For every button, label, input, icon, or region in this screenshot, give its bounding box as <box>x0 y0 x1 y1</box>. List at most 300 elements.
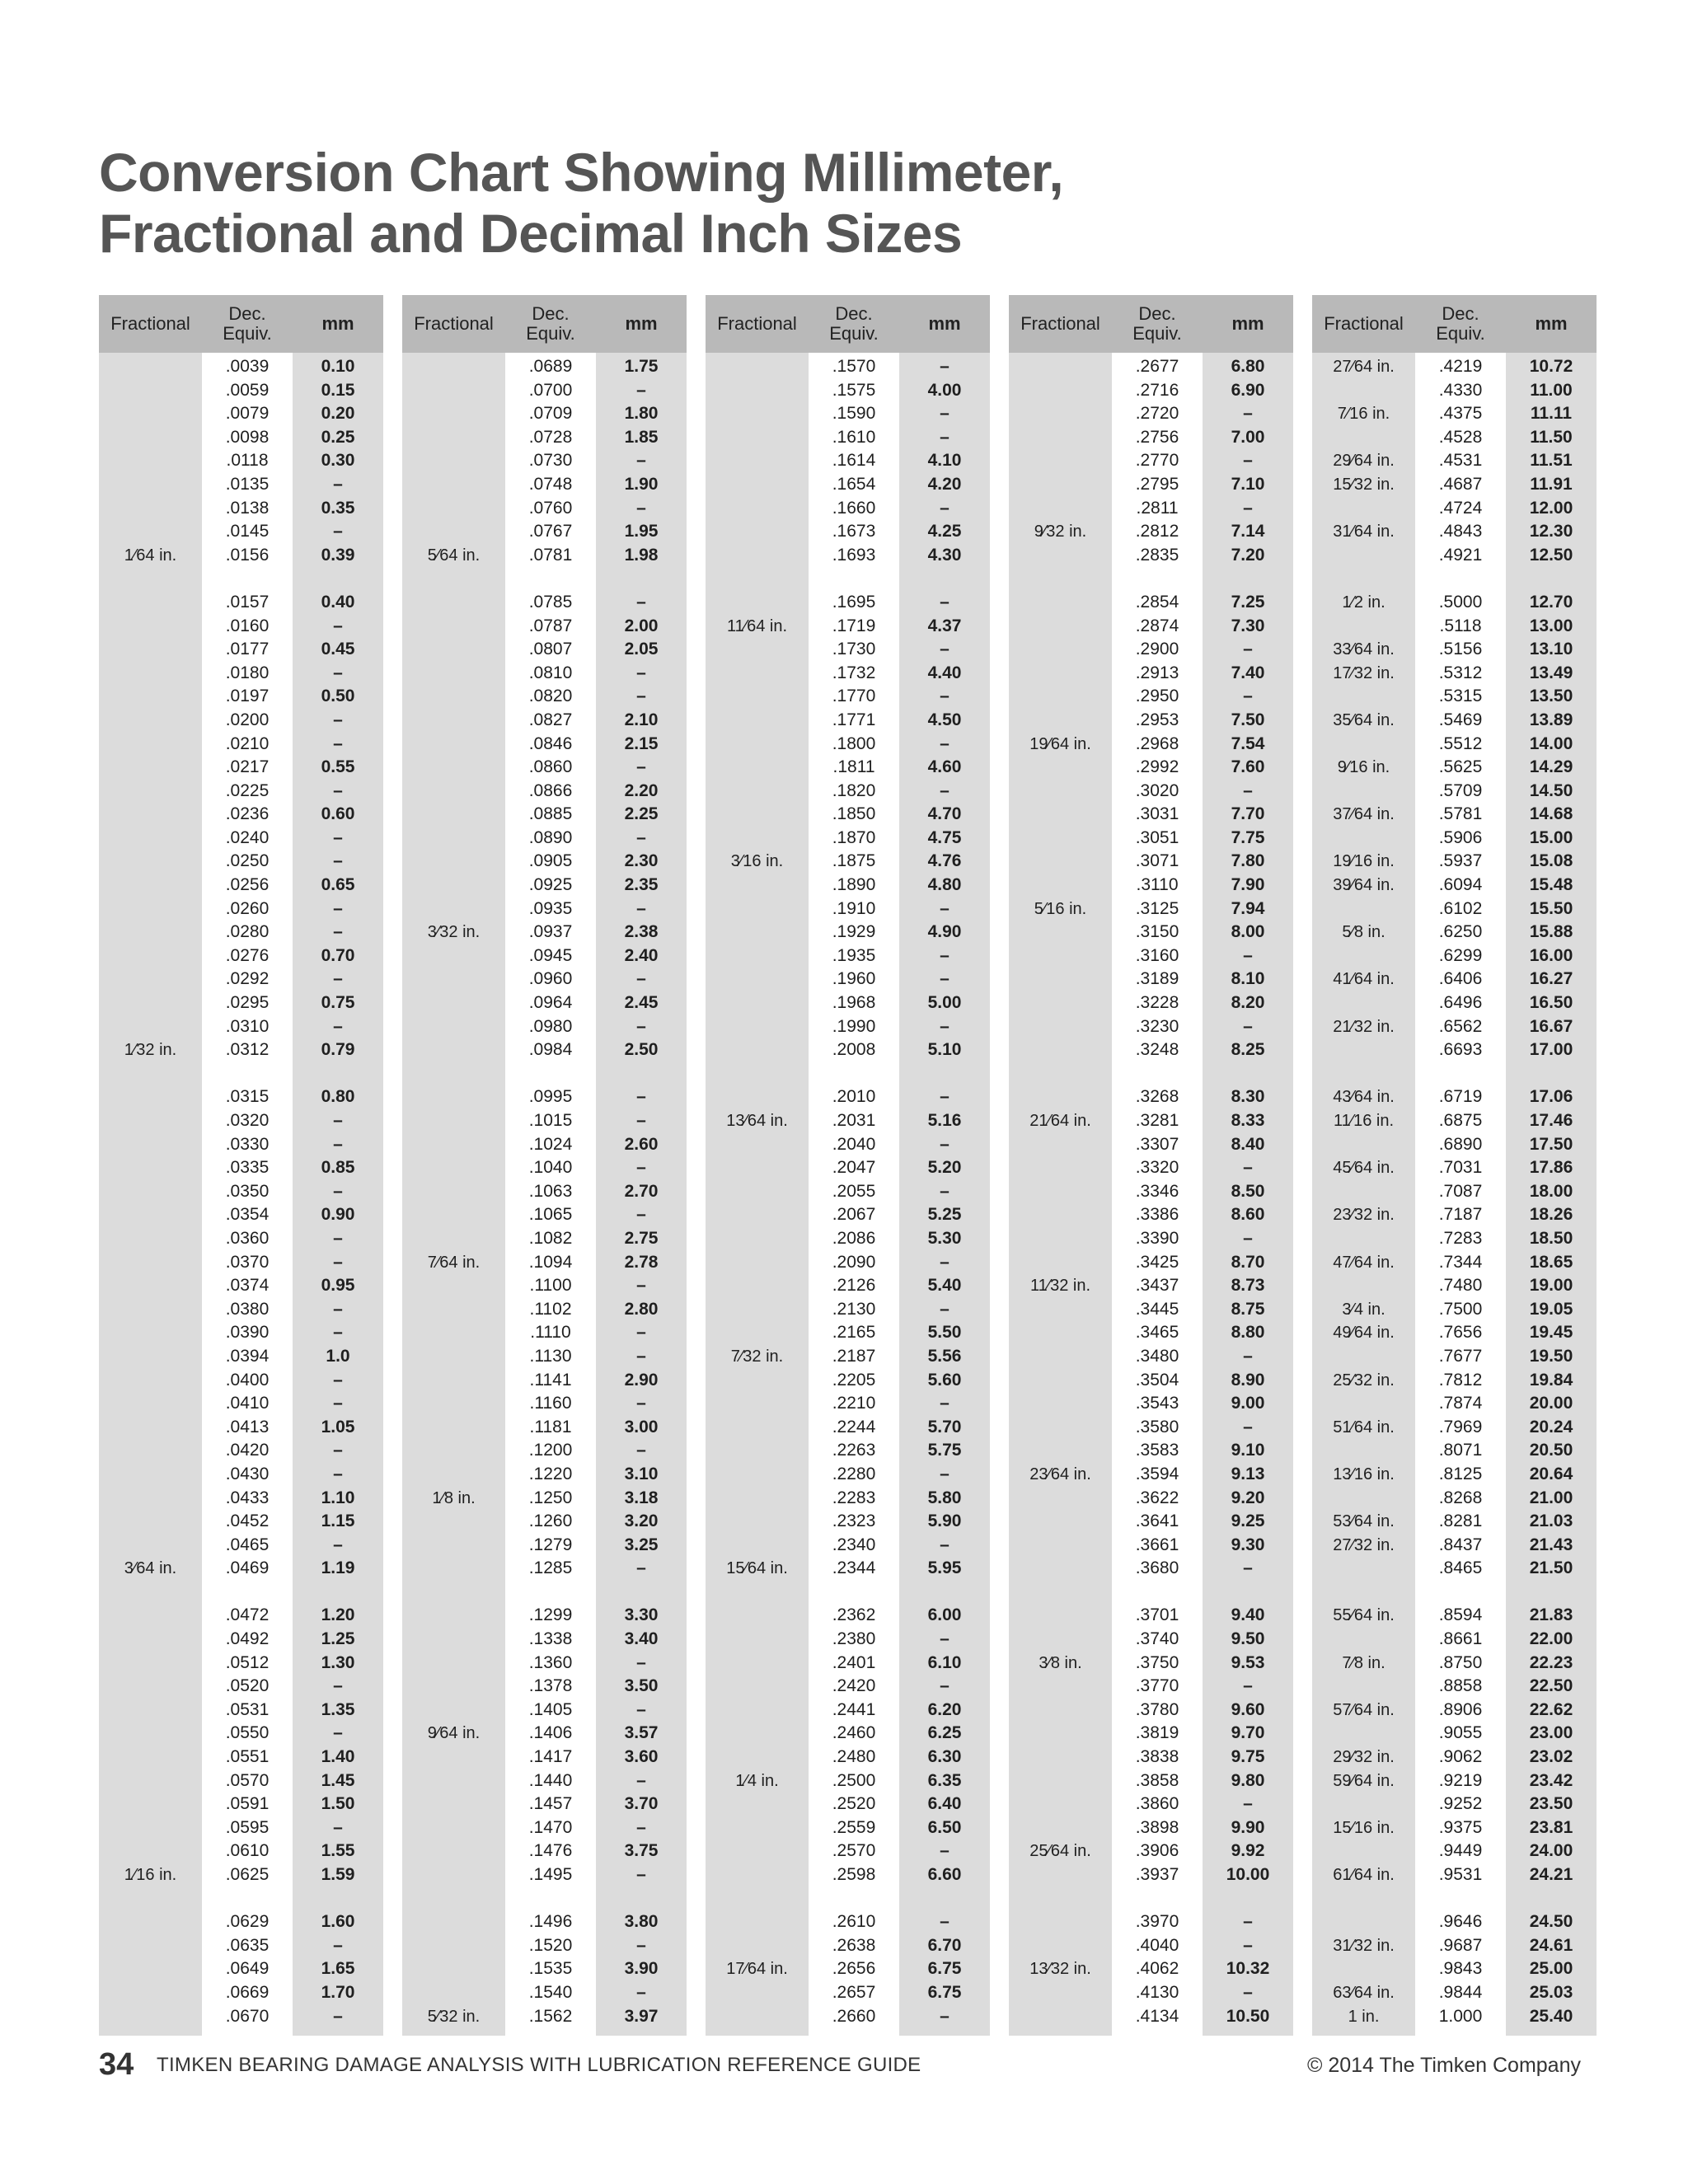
table-row <box>706 733 990 757</box>
mm-cell: 5.90 <box>927 1511 962 1531</box>
table-row <box>706 1227 990 1251</box>
table-row <box>402 1487 687 1511</box>
table-row <box>402 402 687 426</box>
decimal-cell: .4130 <box>1135 1982 1179 2002</box>
decimal-cell: .2244 <box>832 1417 876 1436</box>
decimal-cell: .2210 <box>832 1394 876 1413</box>
fractional-cell: 61⁄64 in. <box>1333 1866 1395 1884</box>
decimal-cell: .1250 <box>528 1488 573 1507</box>
mm-cell: 6.70 <box>927 1935 962 1955</box>
decimal-cell: .3770 <box>1135 1676 1179 1696</box>
mm-cell: – <box>636 1770 646 1790</box>
decimal-cell: .3583 <box>1135 1441 1179 1460</box>
table-row <box>1009 2005 1293 2029</box>
fractional-cell: 1⁄16 in. <box>124 1866 177 1884</box>
decimal-cell: .2570 <box>832 1841 876 1861</box>
decimal-cell: .2126 <box>832 1276 876 1296</box>
decimal-cell: .6102 <box>1438 898 1483 918</box>
decimal-cell: .2770 <box>1135 451 1179 471</box>
decimal-cell: .0669 <box>225 1982 270 2002</box>
decimal-cell: .8465 <box>1438 1558 1483 1578</box>
table-row <box>1009 1746 1293 1769</box>
decimal-cell: .0960 <box>528 969 573 989</box>
conversion-table-4 <box>1009 295 1293 2036</box>
mm-cell: – <box>333 780 343 800</box>
table-row <box>99 1863 383 1887</box>
decimal-cell: .0145 <box>225 522 270 541</box>
mm-cell: 7.60 <box>1231 757 1265 777</box>
mm-cell: – <box>333 827 343 847</box>
mm-cell: 25.00 <box>1529 1959 1573 1979</box>
mm-cell: 14.50 <box>1529 780 1573 800</box>
decimal-cell: .1520 <box>528 1935 573 1955</box>
mm-cell: 8.60 <box>1231 1205 1265 1225</box>
decimal-cell: .0360 <box>225 1228 270 1248</box>
decimal-cell: .2067 <box>832 1205 876 1225</box>
table-row <box>402 1628 687 1652</box>
decimal-cell: .1476 <box>528 1841 573 1861</box>
mm-cell: 19.84 <box>1529 1370 1573 1390</box>
header-fractional: Fractional <box>414 313 494 334</box>
mm-cell: 6.10 <box>927 1652 962 1672</box>
table-row <box>706 1746 990 1769</box>
mm-cell: 13.00 <box>1529 616 1573 635</box>
table-row <box>706 1793 990 1816</box>
table-row <box>706 591 990 615</box>
decimal-cell: .3228 <box>1135 993 1179 1013</box>
mm-cell: 0.60 <box>321 804 355 824</box>
table-row <box>99 1557 383 1581</box>
table-row <box>706 544 990 568</box>
table-row <box>1312 1487 1597 1511</box>
mm-cell: 1.80 <box>624 404 659 424</box>
decimal-cell: .0310 <box>225 1016 270 1036</box>
mm-cell: 9.92 <box>1231 1841 1265 1861</box>
mm-cell: – <box>636 969 646 989</box>
mm-cell: 18.00 <box>1529 1181 1573 1201</box>
mm-cell: 17.46 <box>1529 1111 1573 1130</box>
fractional-cell: 29⁄32 in. <box>1333 1748 1395 1767</box>
fractional-cell: 27⁄64 in. <box>1333 358 1395 376</box>
table-row <box>1312 991 1597 1015</box>
group-spacer <box>1312 1887 1597 1911</box>
group-spacer <box>99 567 383 591</box>
mm-cell: 4.10 <box>927 451 962 471</box>
table-row <box>99 1793 383 1816</box>
decimal-cell: .1820 <box>832 780 876 800</box>
table-row <box>706 1439 990 1463</box>
table-row <box>402 1675 687 1699</box>
table-row <box>402 1203 687 1227</box>
mm-cell: 0.30 <box>321 451 355 471</box>
fractional-cell: 55⁄64 in. <box>1333 1606 1395 1625</box>
mm-cell: 8.33 <box>1231 1111 1265 1130</box>
fractional-cell: 1 in. <box>1348 2007 1380 2026</box>
mm-cell: 6.30 <box>927 1747 962 1767</box>
decimal-cell: .2165 <box>832 1323 876 1343</box>
decimal-cell: .2130 <box>832 1299 876 1319</box>
table-row <box>1009 1722 1293 1746</box>
decimal-cell: .0728 <box>528 427 573 447</box>
fractional-cell: 5⁄32 in. <box>427 2007 481 2026</box>
table-row <box>402 1652 687 1675</box>
table-row <box>402 968 687 991</box>
decimal-cell: .0276 <box>225 945 270 965</box>
decimal-cell: .0492 <box>225 1629 270 1649</box>
mm-cell: 8.40 <box>1231 1134 1265 1154</box>
decimal-cell: .0866 <box>528 780 573 800</box>
fractional-cell: 21⁄64 in. <box>1029 1112 1091 1130</box>
mm-cell: 4.37 <box>927 616 962 635</box>
mm-cell: 8.80 <box>1231 1323 1265 1343</box>
mm-cell: 19.50 <box>1529 1346 1573 1366</box>
table-row <box>99 1133 383 1157</box>
mm-cell: – <box>1243 1417 1253 1436</box>
table-row <box>706 1604 990 1628</box>
mm-cell: – <box>940 969 950 989</box>
decimal-cell: .9252 <box>1438 1794 1483 1814</box>
decimal-cell: .1130 <box>529 1346 572 1366</box>
table-row <box>706 1957 990 1981</box>
table-row <box>706 685 990 709</box>
fractional-cell: 13⁄32 in. <box>1029 1960 1091 1979</box>
decimal-cell: .3594 <box>1135 1464 1179 1483</box>
table-row <box>99 1392 383 1416</box>
table-row <box>706 1816 990 1840</box>
mm-cell: – <box>940 592 950 612</box>
fractional-cell: 7⁄16 in. <box>1337 405 1390 424</box>
decimal-cell: .4375 <box>1438 404 1483 424</box>
mm-cell: 7.70 <box>1231 804 1265 824</box>
mm-cell: – <box>333 1676 343 1696</box>
table-row <box>99 449 383 473</box>
fractional-cell: 21⁄32 in. <box>1333 1017 1395 1036</box>
table-row <box>402 803 687 827</box>
mm-cell: – <box>940 945 950 965</box>
header-fractional: Fractional <box>717 313 797 334</box>
decimal-cell: .1730 <box>832 640 876 659</box>
table-row <box>1009 1439 1293 1463</box>
decimal-cell: .1770 <box>832 687 876 706</box>
header-dec-equiv: Dec. Equiv. <box>223 303 272 344</box>
table-row <box>402 1274 687 1298</box>
decimal-cell: .2835 <box>1135 545 1179 565</box>
table-row <box>402 1251 687 1275</box>
table-row <box>402 1038 687 1062</box>
mm-cell: 8.50 <box>1231 1181 1265 1201</box>
decimal-cell: .3230 <box>1135 1016 1179 1036</box>
mm-cell: 16.50 <box>1529 993 1573 1013</box>
table-row <box>99 1156 383 1180</box>
decimal-cell: .2950 <box>1135 687 1179 706</box>
table-row <box>402 2005 687 2029</box>
mm-cell: 1.59 <box>321 1865 355 1884</box>
mm-cell: – <box>1243 451 1253 471</box>
decimal-cell: .3970 <box>1135 1912 1179 1932</box>
table-row <box>99 402 383 426</box>
table-row <box>1009 1910 1293 1934</box>
decimal-cell: .2090 <box>832 1252 876 1272</box>
table-row <box>706 426 990 450</box>
decimal-cell: .1875 <box>832 851 876 871</box>
table-row <box>1009 1038 1293 1062</box>
mm-cell: 14.68 <box>1529 804 1573 824</box>
mm-cell: – <box>940 1087 950 1107</box>
mm-cell: – <box>333 1299 343 1319</box>
table-row <box>99 1321 383 1345</box>
mm-cell: 5.25 <box>927 1205 962 1225</box>
decimal-cell: .4843 <box>1438 522 1483 541</box>
table-row <box>706 1298 990 1322</box>
mm-cell: – <box>333 1464 343 1483</box>
mm-cell: – <box>940 1252 950 1272</box>
table-row <box>1009 1816 1293 1840</box>
mm-cell: 22.00 <box>1529 1629 1573 1649</box>
table-row <box>1312 1227 1597 1251</box>
guide-title: TIMKEN BEARING DAMAGE ANALYSIS WITH LUBRICATION REFERENCE GUIDE <box>157 2054 921 2076</box>
table-row <box>402 1981 687 2005</box>
table-row <box>99 1840 383 1863</box>
decimal-cell: .0551 <box>225 1747 270 1767</box>
mm-cell: – <box>1243 1794 1253 1814</box>
decimal-cell: .6890 <box>1438 1134 1483 1154</box>
mm-cell: 24.61 <box>1529 1935 1573 1955</box>
decimal-cell: .0807 <box>528 640 573 659</box>
mm-cell: 0.40 <box>321 592 355 612</box>
table-row <box>99 780 383 804</box>
table-row <box>1009 803 1293 827</box>
mm-cell: 8.10 <box>1231 969 1265 989</box>
mm-cell: 12.00 <box>1529 498 1573 518</box>
header-fractional: Fractional <box>1020 313 1100 334</box>
decimal-cell: .0098 <box>225 427 270 447</box>
mm-cell: – <box>1243 1016 1253 1036</box>
table-row <box>99 874 383 898</box>
table-rows <box>402 355 687 2028</box>
mm-cell: – <box>636 1652 646 1672</box>
table-row <box>1312 1675 1597 1699</box>
decimal-cell: .0236 <box>225 804 270 824</box>
mm-cell: 24.21 <box>1529 1865 1573 1884</box>
mm-cell: 1.55 <box>321 1841 355 1861</box>
table-row <box>1312 1604 1597 1628</box>
table-row <box>706 638 990 662</box>
mm-cell: 4.80 <box>927 875 962 895</box>
mm-cell: 2.38 <box>624 922 659 942</box>
table-row <box>1009 780 1293 804</box>
table-row <box>99 1652 383 1675</box>
mm-cell: 2.30 <box>624 851 659 871</box>
mm-cell: 23.50 <box>1529 1794 1573 1814</box>
decimal-cell: .3860 <box>1135 1794 1179 1814</box>
table-row <box>1009 591 1293 615</box>
decimal-cell: .0890 <box>528 827 573 847</box>
mm-cell: – <box>636 757 646 777</box>
table-row <box>99 615 383 639</box>
mm-cell: – <box>636 498 646 518</box>
mm-cell: 7.90 <box>1231 875 1265 895</box>
table-row <box>99 733 383 757</box>
table-row <box>706 1934 990 1958</box>
decimal-cell: .6719 <box>1438 1087 1483 1107</box>
mm-cell: – <box>333 710 343 729</box>
table-row <box>402 1746 687 1769</box>
mm-cell: 5.30 <box>927 1228 962 1248</box>
fractional-cell: 11⁄64 in. <box>726 616 788 635</box>
table-row <box>706 1109 990 1133</box>
table-row <box>1009 520 1293 544</box>
mm-cell: 15.00 <box>1529 827 1573 847</box>
table-row <box>1009 827 1293 851</box>
table-row <box>99 1227 383 1251</box>
decimal-cell: .0472 <box>225 1605 270 1625</box>
decimal-cell: .0465 <box>225 1535 270 1554</box>
decimal-cell: .8268 <box>1438 1488 1483 1507</box>
table-row <box>1009 1392 1293 1416</box>
fractional-cell: 25⁄32 in. <box>1333 1371 1395 1390</box>
table-row <box>402 709 687 733</box>
decimal-cell: .0520 <box>225 1676 270 1696</box>
table-row <box>402 1557 687 1581</box>
mm-cell: – <box>636 1276 646 1296</box>
decimal-cell: .2520 <box>832 1794 876 1814</box>
fractional-cell: 27⁄32 in. <box>1333 1535 1395 1554</box>
mm-cell: 2.15 <box>624 733 659 753</box>
mm-cell: 1.65 <box>321 1959 355 1979</box>
mm-cell: 16.00 <box>1529 945 1573 965</box>
header-mm: mm <box>321 313 354 334</box>
table-row <box>99 991 383 1015</box>
decimal-cell: .0945 <box>528 945 573 965</box>
table-row <box>99 1015 383 1039</box>
mm-cell: – <box>333 1323 343 1343</box>
decimal-cell: .9055 <box>1438 1723 1483 1743</box>
decimal-cell: .2280 <box>832 1464 876 1483</box>
table-row <box>402 1840 687 1863</box>
mm-cell: – <box>636 592 646 612</box>
decimal-cell: .0860 <box>528 757 573 777</box>
decimal-cell: .0390 <box>225 1323 270 1343</box>
table-row <box>99 1722 383 1746</box>
decimal-cell: .1960 <box>832 969 876 989</box>
decimal-cell: .0781 <box>528 545 573 565</box>
decimal-cell: .2968 <box>1135 733 1179 753</box>
mm-cell: 4.40 <box>927 663 962 682</box>
table-row <box>1312 1957 1597 1981</box>
table-row <box>99 1251 383 1275</box>
decimal-cell: .9062 <box>1438 1747 1483 1767</box>
mm-cell: 18.26 <box>1529 1205 1573 1225</box>
table-row <box>706 1557 990 1581</box>
mm-cell: 7.50 <box>1231 710 1265 729</box>
decimal-cell: .0570 <box>225 1770 270 1790</box>
table-row <box>99 638 383 662</box>
decimal-cell: .1065 <box>528 1205 573 1225</box>
table-row <box>1312 1863 1597 1887</box>
decimal-cell: .0320 <box>225 1111 270 1130</box>
table-row <box>1009 1604 1293 1628</box>
decimal-cell: .3281 <box>1135 1111 1179 1130</box>
decimal-cell: .0315 <box>225 1087 270 1107</box>
decimal-cell: .0787 <box>528 616 573 635</box>
decimal-cell: .5937 <box>1438 851 1483 871</box>
decimal-cell: .1540 <box>528 1982 573 2002</box>
table-row <box>1009 1628 1293 1652</box>
header-dec-equiv: Dec. Equiv. <box>526 303 575 344</box>
table-row <box>1009 355 1293 379</box>
decimal-cell: .2716 <box>1135 380 1179 400</box>
decimal-cell: .3425 <box>1135 1252 1179 1272</box>
mm-cell: 5.70 <box>927 1417 962 1436</box>
mm-cell: 22.62 <box>1529 1699 1573 1719</box>
fractional-cell: 7⁄64 in. <box>427 1253 481 1272</box>
decimal-cell: .2008 <box>832 1040 876 1060</box>
table-row <box>402 1416 687 1440</box>
table-row <box>1009 1251 1293 1275</box>
mm-cell: 7.00 <box>1231 427 1265 447</box>
decimal-cell: .2362 <box>832 1605 876 1625</box>
mm-cell: 4.20 <box>927 474 962 494</box>
table-row <box>99 709 383 733</box>
table-row <box>402 638 687 662</box>
mm-cell: – <box>1243 404 1253 424</box>
table-row <box>402 1298 687 1322</box>
group-spacer <box>99 1581 383 1605</box>
decimal-cell: .0135 <box>225 474 270 494</box>
mm-cell: – <box>333 1228 343 1248</box>
mm-cell: 24.50 <box>1529 1912 1573 1932</box>
table-row <box>1009 662 1293 686</box>
mm-cell: 10.32 <box>1226 1959 1270 1979</box>
decimal-cell: .0700 <box>528 380 573 400</box>
table-row <box>402 1109 687 1133</box>
decimal-cell: .0937 <box>528 922 573 942</box>
decimal-cell: .0469 <box>225 1558 270 1578</box>
table-row <box>706 1321 990 1345</box>
table-row <box>706 1085 990 1109</box>
decimal-cell: .0210 <box>225 733 270 753</box>
table-row <box>99 662 383 686</box>
decimal-cell: .3189 <box>1135 969 1179 989</box>
table-row <box>1312 944 1597 968</box>
fractional-cell: 1⁄2 in. <box>1342 593 1386 612</box>
mm-cell: – <box>1243 1228 1253 1248</box>
decimal-cell: .1181 <box>529 1417 572 1436</box>
decimal-cell: .1910 <box>832 898 876 918</box>
fractional-cell: 5⁄8 in. <box>1342 923 1386 942</box>
mm-cell: 0.95 <box>321 1276 355 1296</box>
table-row <box>706 1981 990 2005</box>
table-row <box>706 1910 990 1934</box>
mm-cell: – <box>333 851 343 871</box>
table-row <box>99 1298 383 1322</box>
mm-cell: 21.03 <box>1529 1511 1573 1531</box>
mm-cell: 2.20 <box>624 780 659 800</box>
mm-cell: 5.00 <box>927 993 962 1013</box>
mm-cell: 10.50 <box>1226 2006 1270 2026</box>
decimal-cell: .2811 <box>1136 498 1179 518</box>
table-row <box>402 544 687 568</box>
mm-cell: 9.20 <box>1231 1488 1265 1507</box>
table-row <box>706 1487 990 1511</box>
decimal-cell: .2380 <box>832 1629 876 1649</box>
fractional-cell: 5⁄64 in. <box>427 546 481 565</box>
mm-cell: 5.75 <box>927 1441 962 1460</box>
decimal-cell: .2401 <box>832 1652 876 1672</box>
mm-cell: 9.53 <box>1231 1652 1265 1672</box>
table-row <box>706 379 990 403</box>
table-header <box>1312 295 1597 353</box>
